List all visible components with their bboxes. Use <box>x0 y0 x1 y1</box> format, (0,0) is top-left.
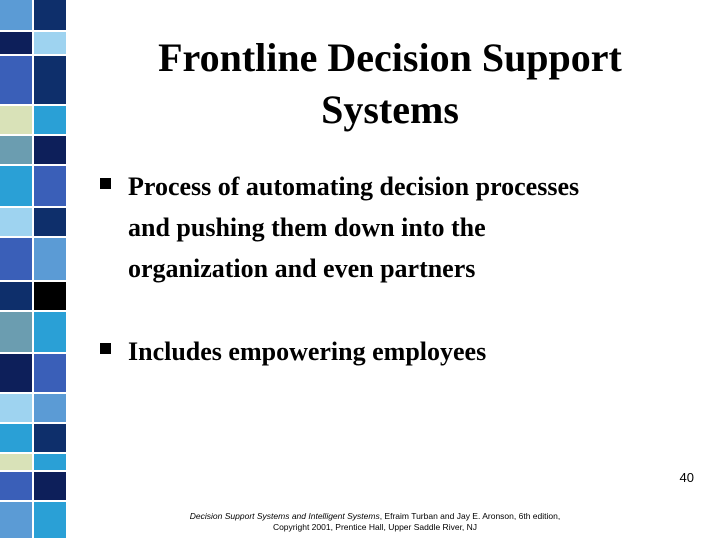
bullet-item <box>100 331 700 372</box>
stripe-block <box>34 32 68 56</box>
footer-citation <box>140 511 610 533</box>
stripe-block <box>0 56 34 106</box>
stripe-block <box>0 208 34 238</box>
square-bullet-icon <box>100 343 111 354</box>
stripe-block <box>0 282 34 312</box>
stripe-block <box>34 502 68 540</box>
page-number: 40 <box>679 470 694 485</box>
decorative-stripe <box>0 0 68 540</box>
stripe-block <box>0 502 34 540</box>
stripe-block <box>34 472 68 502</box>
footer-book-title: Decision Support Systems and Intelligent Systems <box>189 511 380 521</box>
slide-title <box>80 32 700 136</box>
stripe-block <box>0 166 34 208</box>
slide-title-line2: Systems <box>321 87 459 132</box>
footer-line1 <box>140 511 610 522</box>
stripe-block <box>0 354 34 394</box>
bullet-line: organization and even partners <box>128 254 476 283</box>
stripe-block <box>0 238 34 282</box>
stripe-block <box>34 354 68 394</box>
square-bullet-icon <box>100 178 111 189</box>
slide-title-line1: Frontline Decision Support <box>158 35 622 80</box>
stripe-block <box>0 106 34 136</box>
stripe-block <box>34 282 68 312</box>
bullet-line: and pushing them down into the <box>128 213 486 242</box>
stripe-block <box>34 136 68 166</box>
stripe-block <box>34 424 68 454</box>
stripe-block <box>34 312 68 354</box>
footer-citation-text: , Efraim Turban and Jay E. Aronson, 6th edition, <box>379 511 561 521</box>
stripe-block <box>34 394 68 424</box>
stripe-block <box>0 136 34 166</box>
footer-line2: Copyright 2001, Prentice Hall, Upper Saddle River, NJ <box>272 522 478 532</box>
stripe-block <box>34 106 68 136</box>
stripe-block <box>34 0 68 32</box>
stripe-block <box>0 32 34 56</box>
stripe-block <box>34 454 68 472</box>
bullet-item <box>100 166 700 289</box>
stripe-block <box>34 238 68 282</box>
bullet-line: Process of automating decision processes <box>128 172 580 201</box>
bullet-line: Includes empowering employees <box>128 337 487 366</box>
stripe-block <box>0 394 34 424</box>
stripe-block <box>0 472 34 502</box>
stripe-block <box>0 0 34 32</box>
stripe-block <box>34 208 68 238</box>
stripe-block <box>34 56 68 106</box>
stripe-block <box>0 424 34 454</box>
stripe-block <box>0 312 34 354</box>
stripe-block <box>34 166 68 208</box>
stripe-block <box>0 454 34 472</box>
